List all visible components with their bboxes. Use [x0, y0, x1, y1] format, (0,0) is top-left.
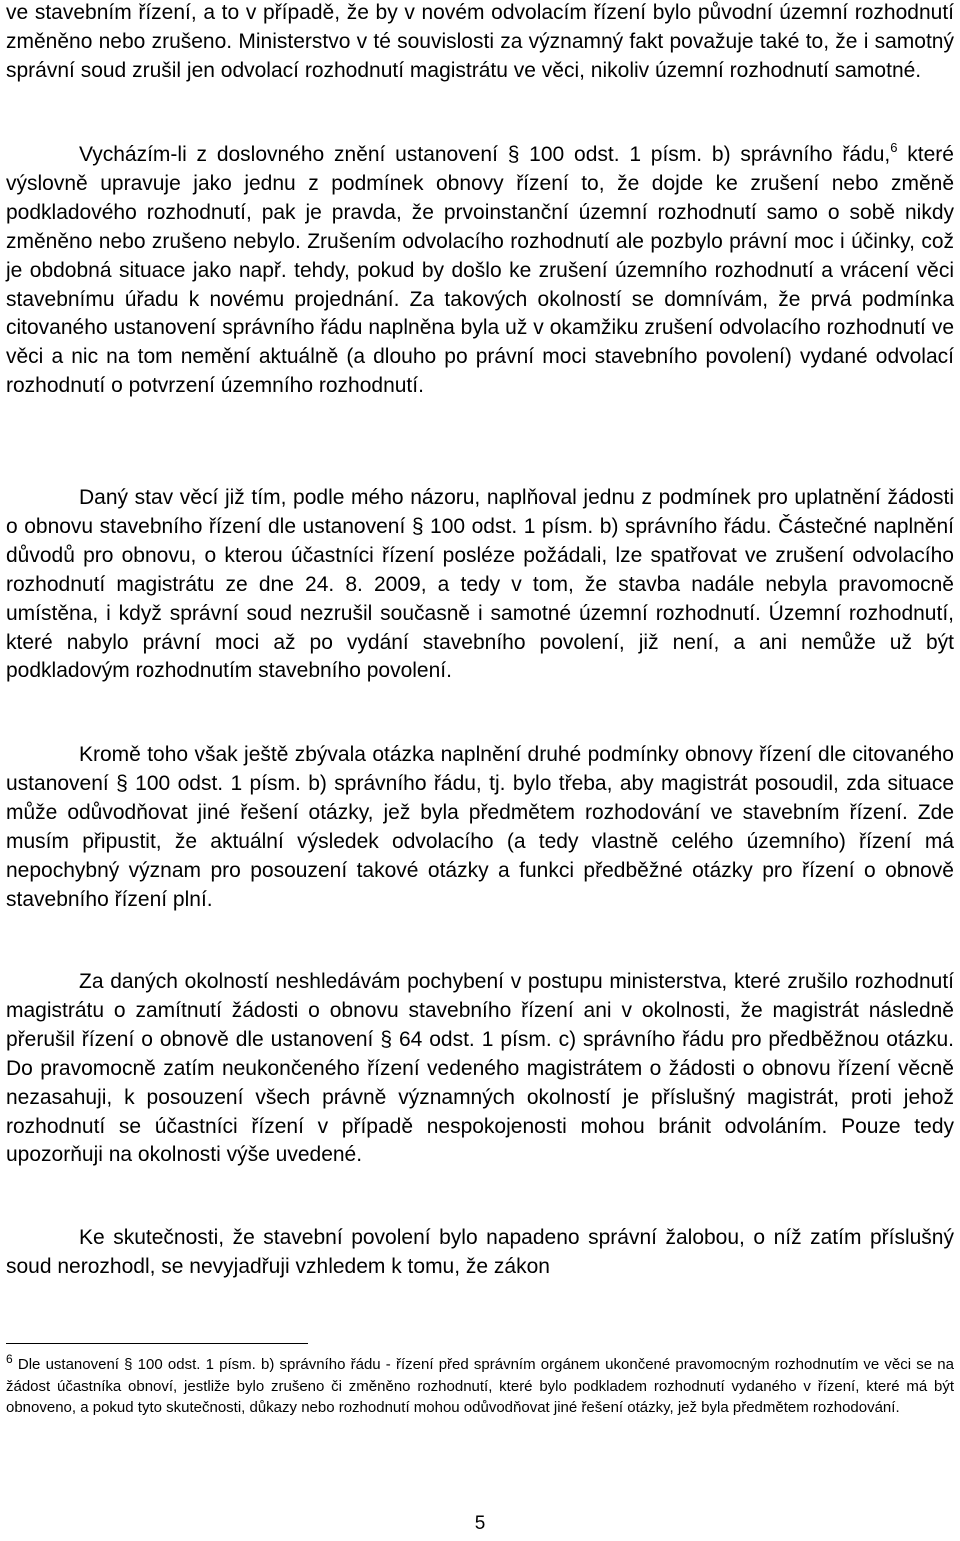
paragraph-3 — [6, 484, 954, 686]
footnote-text: Dle ustanovení § 100 odst. 1 písm. b) správního řádu - řízení před správním orgánem ukončené pravomocným rozhodnutím ve věci se na žádost účastníka obnoví, jestliže bylo zrušeno či změněno rozhodnutí, které bylo podkladem rozhodnutí vydaného v řízení, které má být obnoveno, a pokud tyto skutečnosti, důkazy nebo rozhodnutí mohou odůvodňovat jiné řešení otázky, jež byla předmětem rozhodování. — [6, 1356, 954, 1416]
paragraph-2 — [6, 141, 954, 401]
paragraph-2-text-a: Vycházím-li z doslovného znění ustanovení § 100 odst. 1 písm. b) správního řádu, — [79, 143, 891, 166]
paragraph-1-text: ve stavebním řízení, a to v případě, že by v novém odvolacím řízení bylo původní územní rozhodnutí změněno nebo zrušeno. Ministerstvo v té souvislosti za významný fakt považuje také to, že i samotný správní soud zrušil jen odvolací rozhodnutí magistrátu ve věci, nikoliv územní rozhodnutí samotné. — [6, 1, 954, 82]
paragraph-4-text: Kromě toho však ještě zbývala otázka naplnění druhé podmínky obnovy řízení dle citovaného ustanovení § 100 odst. 1 písm. b) správního řádu, tj. bylo třeba, aby magistrát posoudil, zda situace může odůvodňovat jiné řešení otázky, jež byla předmětem rozhodování ve stavebním řízení. Zde musím připustit, že aktuální výsledek odvolacího (a tedy vlastně celého územního) řízení má nepochybný význam pro posouzení takové otázky a funkci předběžné otázky pro řízení o obnově stavebního řízení plní. — [6, 743, 954, 911]
paragraph-5-text: Za daných okolností neshledávám pochybení v postupu ministerstva, které zrušilo rozhodnutí magistrátu o zamítnutí žádosti o obnovu stavebního řízení ani v okolnosti, že magistrát následně přerušil řízení o obnově dle ustanovení § 64 odst. 1 písm. c) správního řádu pro předběžnou otázku. Do pravomocně zatím neukončeného řízení vedeného magistrátem o žádosti o obnovu řízení věcně nezasahuji, k posouzení všech právně významných okolností je příslušný magistrát, proti jehož rozhodnutí se účastníci řízení v případě nespokojenosti mohou bránit odvoláním. Pouze tedy upozorňuji na okolnosti výše uvedené. — [6, 970, 954, 1167]
footnote-separator — [6, 1343, 308, 1344]
paragraph-4 — [6, 741, 954, 914]
footnote-number: 6 — [6, 1352, 13, 1366]
paragraph-2-text-b: které výslovně upravuje jako jednu z podmínek obnovy řízení to, že dojde ke zrušení nebo změně podkladového rozhodnutí, pak je pravda, že prvoinstanční územní rozhodnutí samo o sobě nikdy změněno nebo zrušeno nebylo. Zrušením odvolacího rozhodnutí ale pozbylo právní moc i účinky, což je obdobná situace jako např. tehdy, pokud by došlo ke zrušení územního rozhodnutí a vrácení věci stavebnímu úřadu k novému projednání. Za takových okolností se domnívám, že prvá podmínka citovaného ustanovení správního řádu naplněna byla už v okamžiku zrušení odvolacího rozhodnutí ve věci a nic na tom nemění aktuálně (a dlouho po právní moci stavebního povolení) vydané odvolací rozhodnutí o potvrzení územního rozhodnutí. — [6, 143, 954, 398]
footnote-reference[interactable]: 6 — [890, 140, 898, 155]
paragraph-1 — [6, 0, 954, 86]
paragraph-5 — [6, 968, 954, 1170]
footnote — [6, 1354, 954, 1419]
paragraph-3-text: Daný stav věcí již tím, podle mého názoru, naplňoval jednu z podmínek pro uplatnění žádosti o obnovu stavebního řízení dle ustanovení § 100 odst. 1 písm. b) správního řádu. Částečné naplnění důvodů pro obnovu, o kterou účastníci řízení posléze požádali, lze spatřovat ve zrušení odvolacího rozhodnutí magistrátu ze dne 24. 8. 2009, a tedy v tom, že stavba nadále nebyla pravomocně umístěna, i když správní soud nezrušil současně i samotné územní rozhodnutí. Územní rozhodnutí, které nabylo právní moci až po vydání stavebního povolení, již není, a ani nemůže už být podkladovým rozhodnutím stavebního povolení. — [6, 486, 954, 683]
page-number: 5 — [474, 1513, 486, 1534]
paragraph-6 — [6, 1224, 954, 1282]
paragraph-6-text: Ke skutečnosti, že stavební povolení bylo napadeno správní žalobou, o níž zatím příslušný soud nerozhodl, se nevyjadřuji vzhledem k tomu, že zákon — [6, 1226, 954, 1278]
